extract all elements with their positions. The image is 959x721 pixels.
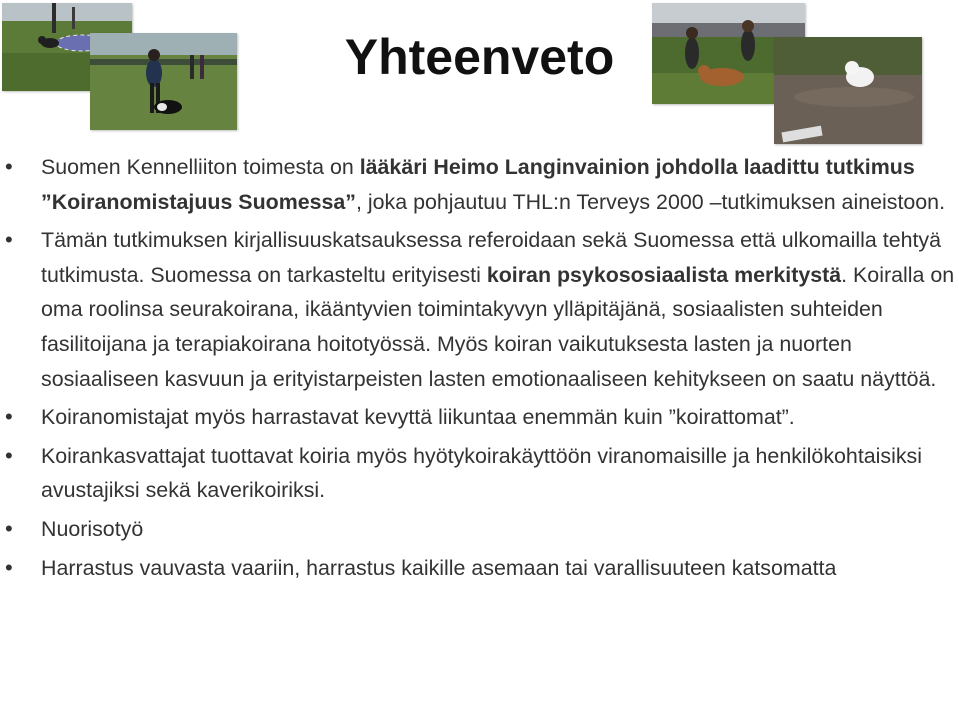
bullet-item <box>0 439 959 508</box>
bullet-item <box>0 400 959 435</box>
bullet-text: Koiranomistajat myös harrastavat kevyttä liikuntaa enemmän kuin ”koirattomat”. <box>41 405 795 430</box>
bullet-item <box>0 551 959 586</box>
bullet-text: Koirankasvattajat tuottavat koiria myös hyötykoirakäyttöön viranomaisille ja henkilökohtaisiksi avustajiksi sekä kaverikoiriksi. <box>41 443 922 503</box>
bullet-text: Harrastus vauvasta vaariin, harrastus kaikille asemaan tai varallisuuteen katsomatta <box>41 555 837 580</box>
bullet-text: Nuorisotyö <box>41 516 144 541</box>
bullet-text: Suomen Kennelliiton toimesta on <box>41 155 360 179</box>
bullet-list <box>0 150 959 589</box>
bullet-text: . Koiralla on oma roolinsa seurakoirana, ikääntyvien toimintakyvyn ylläpitäjänä, sosiaalisten suhteiden fasilitoijana ja terapiakoirana hoitotyössä. Myös koiran vaikutuksesta lasten ja nuorten sosiaaliseen kasvuun ja erityistarpeisten lasten emotionaaliseen kehitykseen on saatu näyttöä. <box>41 262 955 391</box>
bullet-item <box>0 223 959 396</box>
slide-title: Yhteenveto <box>344 29 615 85</box>
bullet-text: Tämän tutkimuksen kirjallisuuskatsauksessa referoidaan sekä Suomessa että ulkomailla tehtyä tutkimusta. Suomessa on tarkasteltu erityisesti <box>41 228 942 287</box>
bullet-text-bold: koiran psykososiaalista merkitystä <box>486 262 842 287</box>
bullet-text: , joka pohjautuu THL:n Terveys 2000 –tutkimuksen aineistoon. <box>356 189 946 214</box>
bullet-item <box>0 150 959 219</box>
bullet-text-bold: lääkäri Heimo Langinvainion johdolla laadittu tutkimus ”Koiranomistajuus Suomessa” <box>41 155 915 214</box>
bullet-item <box>0 512 959 547</box>
